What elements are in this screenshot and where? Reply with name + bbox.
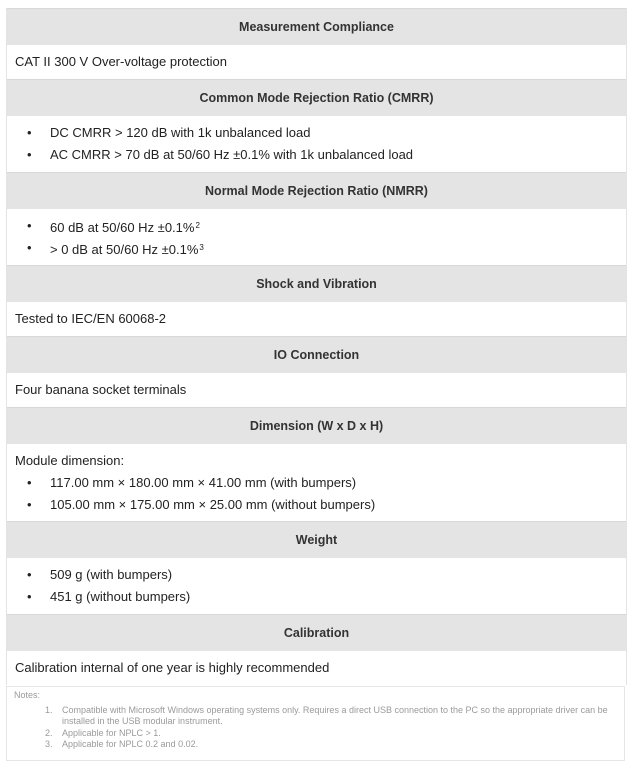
section-header-nmrr: Normal Mode Rejection Ratio (NMRR) xyxy=(7,172,626,209)
section-body-dimension xyxy=(7,444,626,521)
section-header-io-connection: IO Connection xyxy=(7,336,626,373)
footnote-ref: 3 xyxy=(199,243,204,252)
section-header-weight: Weight xyxy=(7,521,626,558)
section-header-calibration: Calibration xyxy=(7,614,626,651)
note-item xyxy=(14,705,617,728)
section-header-cmrr: Common Mode Rejection Ratio (CMRR) xyxy=(7,79,626,116)
section-header-dimension: Dimension (W x D x H) xyxy=(7,407,626,444)
section-body-measurement-compliance: CAT II 300 V Over-voltage protection xyxy=(7,45,626,79)
note-number: 1. xyxy=(45,704,53,715)
notes-title: Notes: xyxy=(14,690,41,700)
list-item: • 451 g (without bumpers) xyxy=(15,586,618,608)
list-item xyxy=(15,215,618,237)
dimension-intro: Module dimension: xyxy=(15,453,125,468)
note-text: Applicable for NPLC > 1. xyxy=(62,727,161,738)
list-item: • AC CMRR > 70 dB at 50/60 Hz ±0.1% with 1k unbalanced load xyxy=(15,144,618,166)
section-body-weight xyxy=(7,558,626,614)
list-item-text: 60 dB at 50/60 Hz ±0.1% xyxy=(50,220,195,235)
note-number: 2. xyxy=(45,727,53,738)
note-text: Applicable for NPLC 0.2 and 0.02. xyxy=(62,739,199,749)
section-body-io-connection: Four banana socket terminals xyxy=(7,373,626,407)
note-item xyxy=(14,739,617,751)
section-body-cmrr xyxy=(7,116,626,172)
list-item xyxy=(15,237,618,259)
list-item-text: > 0 dB at 50/60 Hz ±0.1% xyxy=(50,242,199,257)
spec-table xyxy=(6,8,627,685)
section-header-measurement-compliance: Measurement Compliance xyxy=(7,8,626,45)
list-item: • 509 g (with bumpers) xyxy=(15,564,618,586)
note-text: Compatible with Microsoft Windows operating systems only. Requires a direct USB connection to the PC so the appropriate driver can be installed in the USB modular instrument. xyxy=(62,704,608,726)
list-item: • 105.00 mm × 175.00 mm × 25.00 mm (without bumpers) xyxy=(15,494,618,516)
notes-box xyxy=(6,686,625,761)
note-number: 3. xyxy=(45,739,53,749)
section-body-calibration: Calibration internal of one year is highly recommended xyxy=(7,651,626,685)
footnote-ref: 2 xyxy=(195,221,200,230)
section-body-nmrr xyxy=(7,209,626,265)
list-item: • 117.00 mm × 180.00 mm × 41.00 mm (with bumpers) xyxy=(15,472,618,494)
section-header-shock-vibration: Shock and Vibration xyxy=(7,265,626,302)
section-body-shock-vibration: Tested to IEC/EN 60068-2 xyxy=(7,302,626,336)
list-item: • DC CMRR > 120 dB with 1k unbalanced load xyxy=(15,122,618,144)
note-item xyxy=(14,728,617,740)
